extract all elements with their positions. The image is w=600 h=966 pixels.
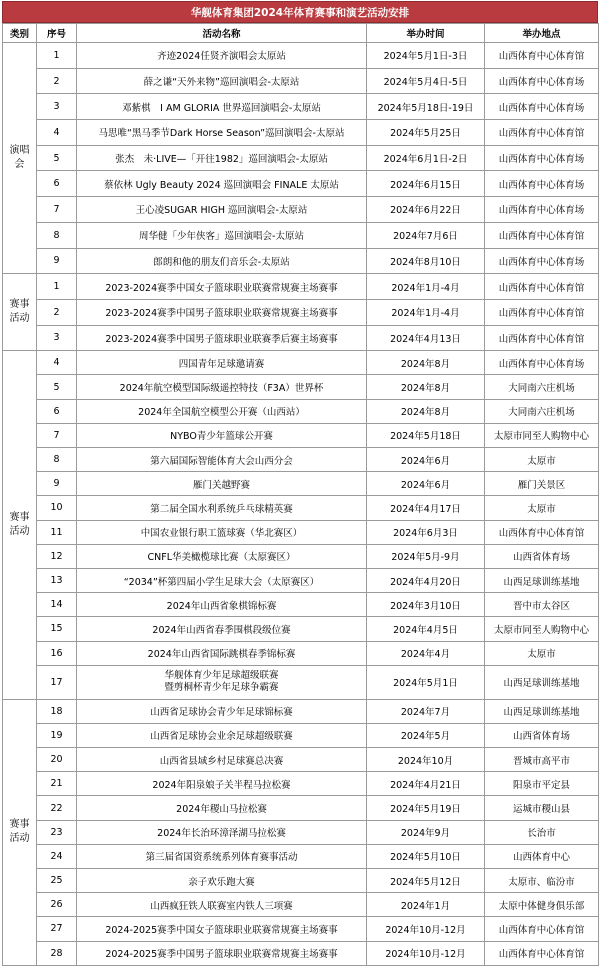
event-time-cell: 2024年4月13日	[367, 325, 485, 351]
table-row	[3, 399, 599, 423]
header-time: 举办时间	[367, 24, 485, 43]
table-row	[3, 699, 599, 723]
index-cell: 8	[37, 448, 77, 472]
event-name-cell: 2024年山西省春季围棋段级位赛	[77, 617, 367, 641]
event-name-cell: 山西疯狂铁人联赛室内铁人三项赛	[77, 893, 367, 917]
index-cell: 14	[37, 593, 77, 617]
event-time-cell: 2024年5月4日-5日	[367, 68, 485, 94]
table-row	[3, 423, 599, 447]
table-row	[3, 544, 599, 568]
event-name-cell: 山西省县域乡村足球赛总决赛	[77, 748, 367, 772]
index-cell: 28	[37, 941, 77, 965]
table-row	[3, 325, 599, 351]
index-cell: 9	[37, 472, 77, 496]
event-time-cell: 2024年4月21日	[367, 772, 485, 796]
event-time-cell: 2024年10月	[367, 748, 485, 772]
index-cell: 7	[37, 423, 77, 447]
event-name-cell: “2034”杯第四届小学生足球大会（太原赛区）	[77, 568, 367, 592]
index-cell: 27	[37, 917, 77, 941]
event-name-cell: 邓紫棋 I AM GLORIA 世界巡回演唱会-太原站	[77, 94, 367, 120]
event-name-cell: 郎朗和他的朋友们音乐会-太原站	[77, 248, 367, 274]
table-row	[3, 448, 599, 472]
index-cell: 10	[37, 496, 77, 520]
event-place-cell: 山西足球训练基地	[485, 699, 599, 723]
event-place-cell: 山西体育中心体育场	[485, 197, 599, 223]
event-name-cell: 蔡依林 Ugly Beauty 2024 巡回演唱会 FINALE 太原站	[77, 171, 367, 197]
event-name-cell: 山西省足球协会业余足球超级联赛	[77, 723, 367, 747]
index-cell: 2	[37, 68, 77, 94]
index-cell: 20	[37, 748, 77, 772]
event-name-cell: 2024-2025赛季中国女子篮球职业联赛常规赛主场赛事	[77, 917, 367, 941]
index-cell: 8	[37, 222, 77, 248]
event-place-cell: 太原市同至人购物中心	[485, 617, 599, 641]
table-row	[3, 94, 599, 120]
schedule-sheet	[2, 1, 598, 966]
index-cell: 2	[37, 299, 77, 325]
table-row	[3, 299, 599, 325]
table-row	[3, 723, 599, 747]
event-time-cell: 2024年3月10日	[367, 593, 485, 617]
index-cell: 15	[37, 617, 77, 641]
event-place-cell: 太原市同至人购物中心	[485, 423, 599, 447]
event-place-cell: 山西体育中心体育场	[485, 248, 599, 274]
header-name: 活动名称	[77, 24, 367, 43]
event-place-cell: 阳泉市平定县	[485, 772, 599, 796]
event-name-cell: 2024年山西省国际跳棋春季锦标赛	[77, 641, 367, 665]
event-time-cell: 2024年5月-9月	[367, 544, 485, 568]
index-cell: 9	[37, 248, 77, 274]
event-name-cell: 2024年航空模型国际级遥控特技（F3A）世界杯	[77, 375, 367, 399]
event-place-cell: 太原市	[485, 641, 599, 665]
table-row	[3, 496, 599, 520]
event-time-cell: 2024年6月	[367, 448, 485, 472]
index-cell: 23	[37, 820, 77, 844]
event-place-cell: 山西体育中心体育场	[485, 94, 599, 120]
header-category: 类别	[3, 24, 37, 43]
table-row	[3, 520, 599, 544]
event-place-cell: 山西足球训练基地	[485, 568, 599, 592]
table-row	[3, 844, 599, 868]
event-place-cell: 山西体育中心体育场	[485, 171, 599, 197]
event-place-cell: 山西体育中心体育场	[485, 351, 599, 375]
index-cell: 11	[37, 520, 77, 544]
table-row	[3, 248, 599, 274]
event-name-cell: 第三届省国资系统系列体育赛事活动	[77, 844, 367, 868]
event-place-cell: 山西体育中心体育馆	[485, 222, 599, 248]
event-name-cell	[77, 665, 367, 699]
event-place-cell: 大同南六庄机场	[485, 399, 599, 423]
table-row	[3, 941, 599, 965]
event-name-cell: CNFL华美橄榄球比赛（太原赛区）	[77, 544, 367, 568]
event-time-cell: 2024年1月-4月	[367, 299, 485, 325]
event-name-cell: 中国农业银行职工篮球赛（华北赛区）	[77, 520, 367, 544]
event-time-cell: 2024年5月	[367, 723, 485, 747]
event-place-cell: 晋中市太谷区	[485, 593, 599, 617]
index-cell: 5	[37, 145, 77, 171]
index-cell: 6	[37, 171, 77, 197]
category-cell: 赛事活动	[3, 351, 37, 699]
event-time-cell: 2024年6月15日	[367, 171, 485, 197]
event-name-cell: 山西省足球协会青少年足球锦标赛	[77, 699, 367, 723]
index-cell: 22	[37, 796, 77, 820]
table-row	[3, 568, 599, 592]
event-time-cell: 2024年10月-12月	[367, 917, 485, 941]
table-row	[3, 120, 599, 146]
event-name-cell: 2024年长治环漳泽湖马拉松赛	[77, 820, 367, 844]
event-place-cell: 太原市	[485, 448, 599, 472]
event-time-cell: 2024年9月	[367, 820, 485, 844]
event-name-cell: 齐迹2024任贤齐演唱会太原站	[77, 43, 367, 69]
event-time-cell: 2024年5月25日	[367, 120, 485, 146]
event-name-cell: 四国青年足球邀请赛	[77, 351, 367, 375]
event-time-cell: 2024年5月12日	[367, 869, 485, 893]
event-place-cell: 雁门关景区	[485, 472, 599, 496]
event-name-cell: 2023-2024赛季中国男子篮球职业联赛常规赛主场赛事	[77, 299, 367, 325]
table-row	[3, 820, 599, 844]
event-name-cell: 亲子欢乐跑大赛	[77, 869, 367, 893]
event-name-cell: 王心凌SUGAR HIGH 巡回演唱会-太原站	[77, 197, 367, 223]
event-name-cell: 马思唯“黑马季节Dark Horse Season”巡回演唱会-太原站	[77, 120, 367, 146]
event-place-cell: 太原市	[485, 496, 599, 520]
table-row	[3, 197, 599, 223]
schedule-table	[2, 23, 599, 966]
index-cell: 1	[37, 43, 77, 69]
event-time-cell: 2024年5月18日	[367, 423, 485, 447]
event-place-cell: 山西体育中心体育馆	[485, 120, 599, 146]
index-cell: 26	[37, 893, 77, 917]
table-row	[3, 893, 599, 917]
event-time-cell: 2024年8月	[367, 399, 485, 423]
event-time-cell: 2024年5月19日	[367, 796, 485, 820]
event-time-cell: 2024年6月1日-2日	[367, 145, 485, 171]
event-place-cell: 山西体育中心	[485, 844, 599, 868]
table-row	[3, 171, 599, 197]
event-time-cell: 2024年8月10日	[367, 248, 485, 274]
event-place-cell: 山西体育中心体育馆	[485, 941, 599, 965]
event-name-cell: 张杰 未·LIVE—「开往1982」巡回演唱会-太原站	[77, 145, 367, 171]
event-time-cell: 2024年5月18日-19日	[367, 94, 485, 120]
event-name-cell: 2024-2025赛季中国男子篮球职业联赛常规赛主场赛事	[77, 941, 367, 965]
event-name-cell: 2024年稷山马拉松赛	[77, 796, 367, 820]
event-time-cell: 2024年4月20日	[367, 568, 485, 592]
event-place-cell: 山西体育中心体育馆	[485, 274, 599, 300]
table-row	[3, 641, 599, 665]
event-name-cell: NYBO青少年篮球公开赛	[77, 423, 367, 447]
event-name-cell: 第六届国际智能体育大会山西分会	[77, 448, 367, 472]
index-cell: 21	[37, 772, 77, 796]
category-cell: 演唱会	[3, 43, 37, 274]
event-time-cell: 2024年7月	[367, 699, 485, 723]
table-row	[3, 375, 599, 399]
event-name-cell: 2024年阳泉娘子关半程马拉松赛	[77, 772, 367, 796]
index-cell: 5	[37, 375, 77, 399]
event-time-cell: 2024年6月	[367, 472, 485, 496]
event-place-cell: 山西体育中心体育馆	[485, 43, 599, 69]
event-place-cell: 山西体育中心体育馆	[485, 299, 599, 325]
table-row	[3, 617, 599, 641]
index-cell: 3	[37, 94, 77, 120]
event-place-cell: 长治市	[485, 820, 599, 844]
event-name-cell: 薛之谦“天外来物”巡回演唱会-太原站	[77, 68, 367, 94]
event-time-cell: 2024年1月-4月	[367, 274, 485, 300]
event-time-cell: 2024年10月-12月	[367, 941, 485, 965]
index-cell: 24	[37, 844, 77, 868]
table-row	[3, 796, 599, 820]
event-time-cell: 2024年5月1日	[367, 665, 485, 699]
event-place-cell: 山西省体育场	[485, 723, 599, 747]
index-cell: 19	[37, 723, 77, 747]
event-place-cell: 山西体育中心体育场	[485, 68, 599, 94]
event-name-cell: 周华健「少年侠客」巡回演唱会-太原站	[77, 222, 367, 248]
event-name-line: 华舰体育少年足球超级联赛	[164, 670, 279, 682]
event-place-cell: 太原市、临汾市	[485, 869, 599, 893]
table-row	[3, 748, 599, 772]
header-index: 序号	[37, 24, 77, 43]
category-cell: 赛事活动	[3, 274, 37, 351]
index-cell: 12	[37, 544, 77, 568]
table-row	[3, 917, 599, 941]
index-cell: 25	[37, 869, 77, 893]
event-time-cell: 2024年4月	[367, 641, 485, 665]
event-time-cell: 2024年6月22日	[367, 197, 485, 223]
event-place-cell: 山西体育中心体育馆	[485, 325, 599, 351]
event-place-cell: 山西足球训练基地	[485, 665, 599, 699]
event-time-cell: 2024年4月17日	[367, 496, 485, 520]
event-name-cell: 2023-2024赛季中国男子篮球职业联赛季后赛主场赛事	[77, 325, 367, 351]
event-time-cell: 2024年1月	[367, 893, 485, 917]
event-place-cell: 运城市稷山县	[485, 796, 599, 820]
event-place-cell: 山西体育中心体育场	[485, 145, 599, 171]
index-cell: 17	[37, 665, 77, 699]
table-row	[3, 351, 599, 375]
event-place-cell: 山西体育中心体育馆	[485, 520, 599, 544]
schedule-body	[3, 43, 599, 966]
event-time-cell: 2024年8月	[367, 351, 485, 375]
table-row	[3, 593, 599, 617]
index-cell: 7	[37, 197, 77, 223]
event-name-cell: 2024年山西省象棋锦标赛	[77, 593, 367, 617]
event-name-cell: 2023-2024赛季中国女子篮球职业联赛常规赛主场赛事	[77, 274, 367, 300]
index-cell: 6	[37, 399, 77, 423]
table-row	[3, 43, 599, 69]
header-row	[3, 24, 599, 43]
event-place-cell: 晋城市高平市	[485, 748, 599, 772]
table-row	[3, 145, 599, 171]
event-time-cell: 2024年7月6日	[367, 222, 485, 248]
event-time-cell: 2024年4月5日	[367, 617, 485, 641]
index-cell: 16	[37, 641, 77, 665]
header-place: 举办地点	[485, 24, 599, 43]
event-name-cell: 雁门关越野赛	[77, 472, 367, 496]
index-cell: 18	[37, 699, 77, 723]
event-place-cell: 太原中体健身俱乐部	[485, 893, 599, 917]
table-row	[3, 222, 599, 248]
index-cell: 4	[37, 351, 77, 375]
event-time-cell: 2024年5月10日	[367, 844, 485, 868]
index-cell: 3	[37, 325, 77, 351]
table-row	[3, 772, 599, 796]
event-place-cell: 大同南六庄机场	[485, 375, 599, 399]
table-row	[3, 68, 599, 94]
event-name-line: 暨剪桐杯青少年足球争霸赛	[164, 682, 279, 694]
event-time-cell: 2024年6月3日	[367, 520, 485, 544]
category-cell: 赛事活动	[3, 699, 37, 965]
table-row	[3, 274, 599, 300]
event-name-cell: 2024年全国航空模型公开赛（山西站）	[77, 399, 367, 423]
event-place-cell: 山西省体育场	[485, 544, 599, 568]
event-place-cell: 山西体育中心体育馆	[485, 917, 599, 941]
index-cell: 4	[37, 120, 77, 146]
table-row	[3, 472, 599, 496]
table-row	[3, 869, 599, 893]
index-cell: 1	[37, 274, 77, 300]
event-name-cell: 第二届全国水利系统乒乓球精英赛	[77, 496, 367, 520]
event-time-cell: 2024年5月1日-3日	[367, 43, 485, 69]
event-time-cell: 2024年8月	[367, 375, 485, 399]
table-row	[3, 665, 599, 699]
index-cell: 13	[37, 568, 77, 592]
sheet-title: 华舰体育集团2024年体育赛事和演艺活动安排	[2, 1, 598, 23]
